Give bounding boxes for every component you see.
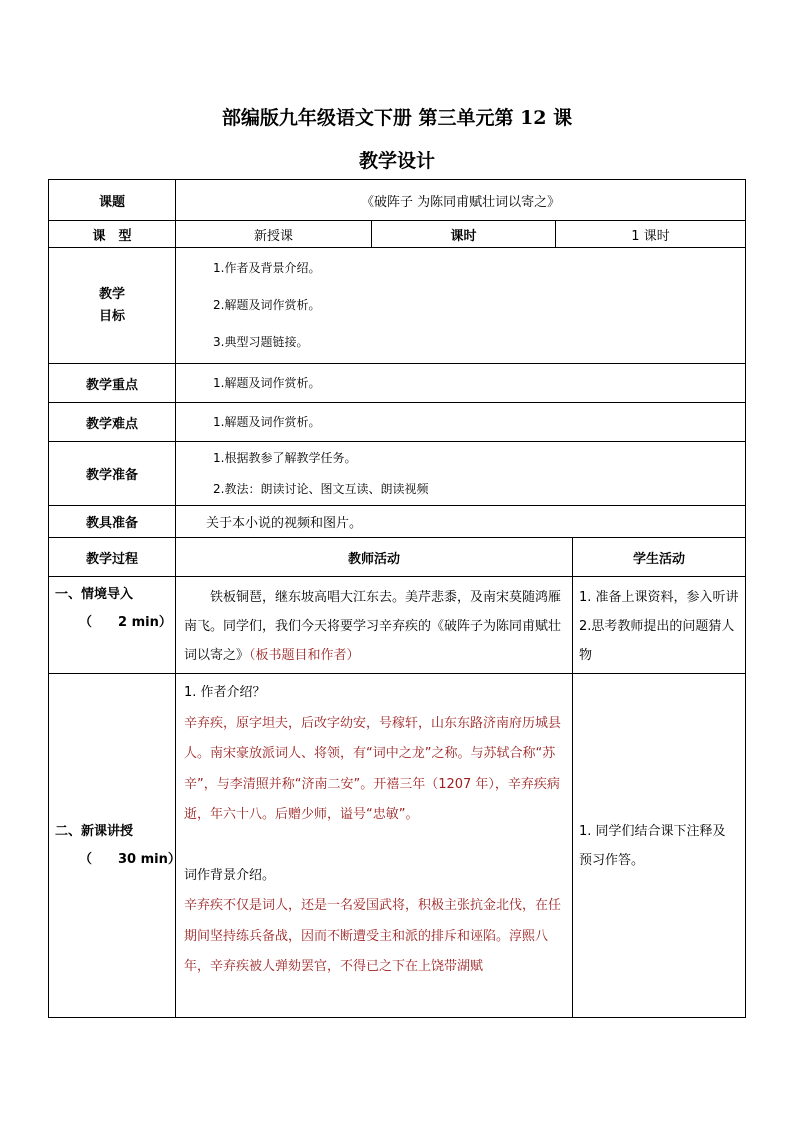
process-header-stage: 教学过程: [49, 538, 176, 577]
key-point-item: 1.解题及词作赏析。: [213, 375, 321, 390]
topic-value: 《破阵子 为陈同甫赋壮词以寄之》: [176, 180, 746, 221]
goals-row: [49, 248, 746, 364]
stage2-student-line1: 1. 同学们结合课下注释及: [579, 823, 726, 839]
preparation-label: 教学准备: [49, 442, 176, 506]
goals-label: [49, 248, 176, 364]
stage1-student-line1: 1. 准备上课资料，参入听讲: [579, 590, 739, 605]
stage2-student: [573, 674, 746, 1018]
difficulties-text: [176, 403, 746, 442]
process-header-row: [49, 538, 746, 577]
stage1-student: [573, 577, 746, 674]
stage1-student-line2: 2.思考教师提出的问题猜人物: [579, 619, 735, 663]
type-label: 课 型: [49, 221, 176, 248]
preparation-list: [176, 442, 746, 506]
difficulties-label: 教学难点: [49, 403, 176, 442]
materials-row: [49, 506, 746, 538]
stage2-student-line2: 预习作答。: [579, 852, 645, 868]
stage1-title: 一、情境导入: [55, 587, 134, 602]
stage2-row: [49, 674, 746, 1018]
goals-list: [176, 248, 746, 364]
key-points-row: [49, 364, 746, 403]
stage1-name: [49, 577, 176, 674]
stage2-intro-label: 1. 作者介绍？: [184, 685, 266, 700]
period-value: 1 课时: [556, 221, 746, 248]
type-row: [49, 221, 746, 248]
stage2-title: 二、新课讲授: [55, 823, 134, 839]
difficulties-row: [49, 403, 746, 442]
materials-text: 关于本小说的视频和图片。: [176, 506, 746, 538]
key-points-text: [176, 364, 746, 403]
stage2-name: [49, 674, 181, 1018]
stage2-background-label: 词作背景介绍。: [184, 867, 276, 883]
goal-item: 2.解题及词作赏析。: [213, 298, 321, 312]
preparation-row: [49, 442, 746, 506]
preparation-item: 2.教法：朗读讨论、图文互读、朗读视频: [213, 481, 429, 496]
stage1-teacher-text: 铁板铜琶，继东坡高唱大江东去。美芹悲黍，及南宋莫随鸿雁南飞。同学们，我们今天将要学习辛弃疾的《破阵子为陈同甫赋壮词以寄之》: [184, 590, 562, 663]
document-title: 部编版九年级语文下册 第三单元第 12 课: [221, 107, 573, 129]
goals-label-line1: 教学: [98, 286, 125, 302]
type-value: 新授课: [176, 221, 372, 248]
preparation-item: 1.根据教参了解教学任务。: [213, 450, 357, 465]
goals-label-line2: 目标: [98, 308, 125, 324]
process-header-student: 学生活动: [573, 538, 746, 577]
process-header-teacher: 教师活动: [176, 538, 573, 577]
goal-item: 3.典型习题链接。: [213, 335, 309, 349]
period-label: 课时: [372, 221, 556, 248]
stage1-teacher: [176, 577, 573, 674]
difficulty-item: 1.解题及词作赏析。: [213, 414, 321, 429]
stage2-author-text: 辛弃疾，原字坦夫，后改字幼安，号稼轩，山东东路济南府历城县人。南宋豪放派词人、将领，有“词中之龙”之称。与苏轼合称“苏辛”，与李清照并称“济南二安”。开禧三年（1207 年），辛弃疾病逝，年六十八。后赠少师，谥号“忠敏”。: [184, 715, 562, 822]
goal-item: 1.作者及背景介绍。: [213, 261, 321, 275]
document-subtitle: 教学设计: [358, 150, 435, 172]
stage2-background-text: 辛弃疾不仅是词人，还是一名爱国武将，积极主张抗金北伐，在任期间坚持练兵备战，因而不断遭受主和派的排斥和诬陷。淳熙八年，辛弃疾被人弹劾罢官，不得已之下在上饶带湖赋: [184, 898, 562, 974]
stage1-teacher-note: （板书题目和作者）: [249, 648, 360, 663]
stage1-time: （ 2 min）: [79, 615, 172, 630]
topic-label: 课题: [49, 180, 176, 221]
lesson-plan-table: [48, 179, 746, 1018]
key-points-label: 教学重点: [49, 364, 176, 403]
stage2-time: （ 30 min）: [79, 851, 181, 867]
materials-label: 教具准备: [49, 506, 176, 538]
stage2-teacher: [176, 674, 573, 1018]
stage1-row: [49, 577, 746, 674]
topic-row: [49, 180, 746, 221]
